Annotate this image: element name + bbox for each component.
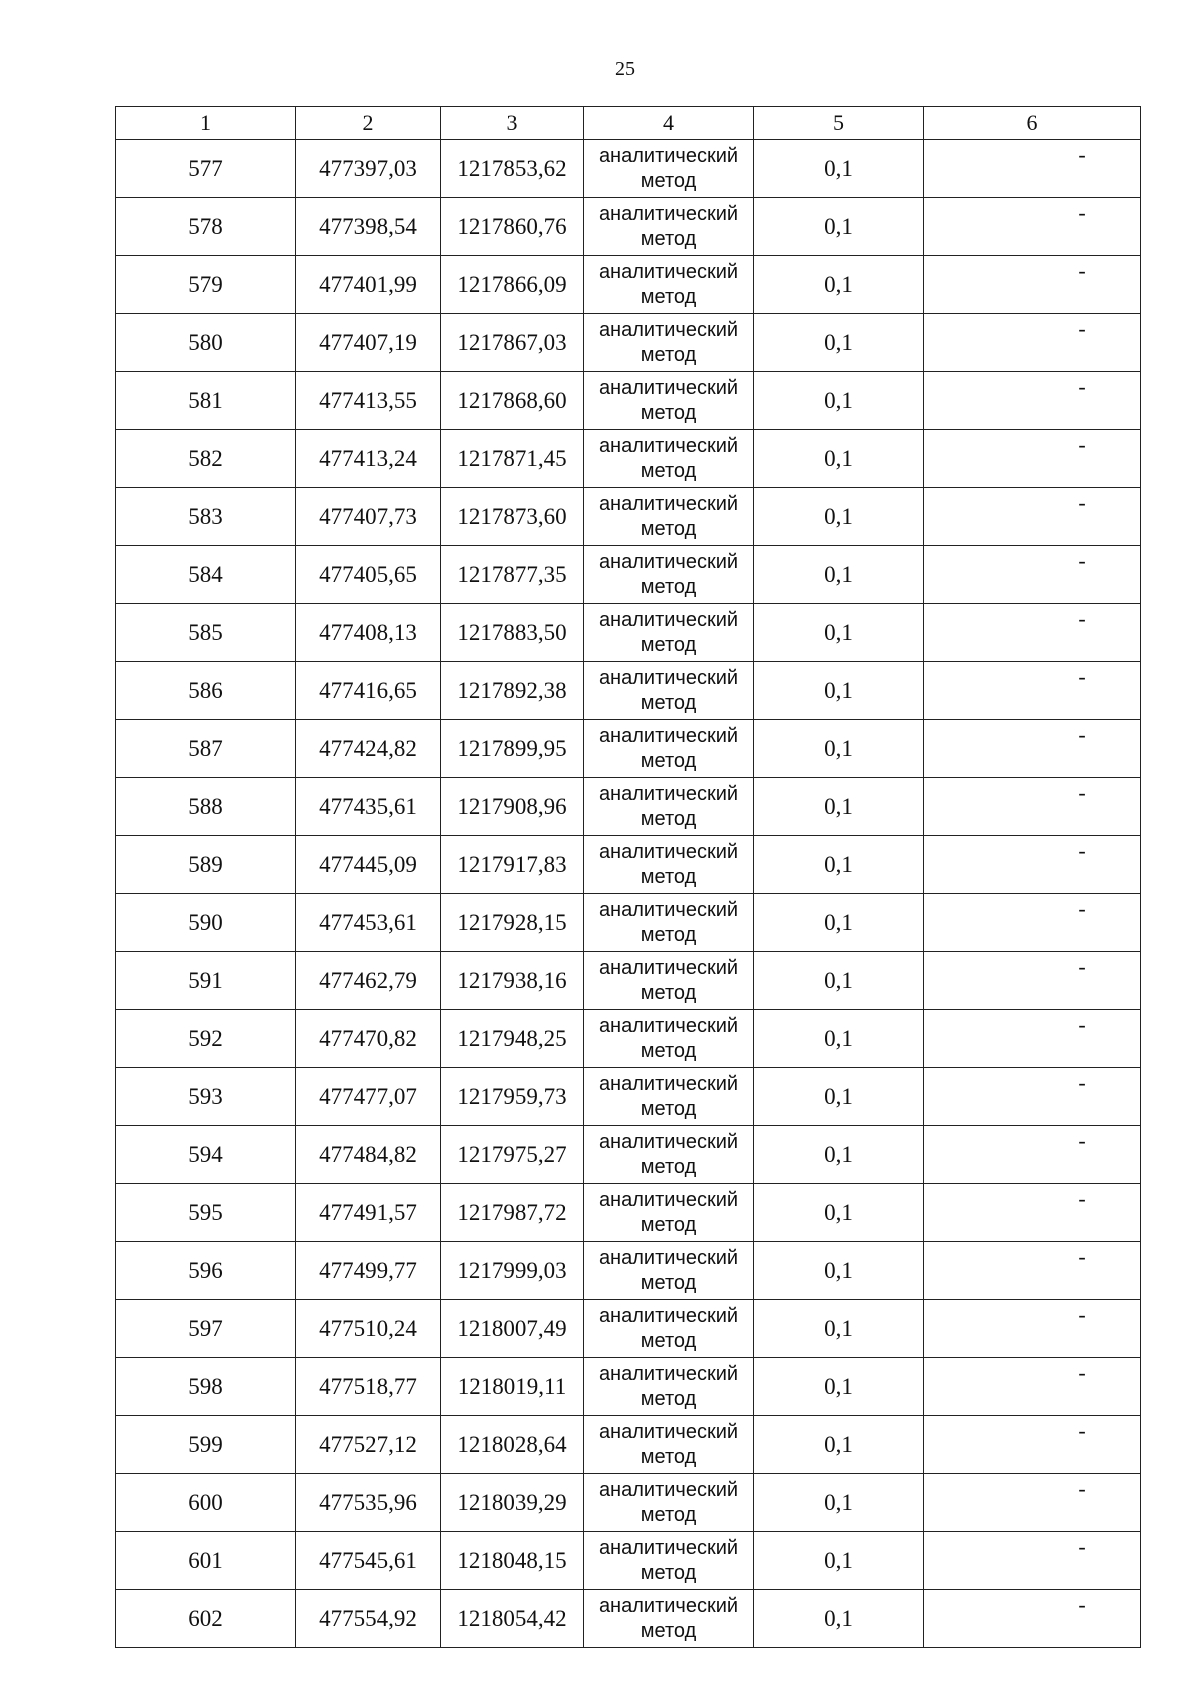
note-cell: - <box>924 1474 1141 1532</box>
x-coordinate-cell: 477435,61 <box>296 778 441 836</box>
note-cell: - <box>924 314 1141 372</box>
x-coordinate-cell: 477405,65 <box>296 546 441 604</box>
method-line-2: метод <box>640 1213 697 1236</box>
note-cell: - <box>924 546 1141 604</box>
column-header-4: 4 <box>584 107 754 140</box>
method-line-1: аналитический <box>598 782 739 805</box>
x-coordinate-cell: 477484,82 <box>296 1126 441 1184</box>
y-coordinate-cell: 1218028,64 <box>441 1416 584 1474</box>
y-coordinate-cell: 1217877,35 <box>441 546 584 604</box>
method-cell <box>584 1242 754 1300</box>
table-row <box>116 1474 1141 1532</box>
method-line-2: метод <box>640 1039 697 1062</box>
method-line-2: метод <box>640 1503 697 1526</box>
x-coordinate-cell: 477413,55 <box>296 372 441 430</box>
note-cell: - <box>924 662 1141 720</box>
table-row <box>116 1242 1141 1300</box>
method-line-2: метод <box>640 1445 697 1468</box>
note-cell: - <box>924 1532 1141 1590</box>
method-line-1: аналитический <box>598 1536 739 1559</box>
note-cell: - <box>924 894 1141 952</box>
method-line-1: аналитический <box>598 202 739 225</box>
y-coordinate-cell: 1217868,60 <box>441 372 584 430</box>
method-line-1: аналитический <box>598 1014 739 1037</box>
point-number-cell: 580 <box>116 314 296 372</box>
method-line-2: метод <box>640 1561 697 1584</box>
accuracy-cell: 0,1 <box>754 198 924 256</box>
note-cell: - <box>924 778 1141 836</box>
x-coordinate-cell: 477518,77 <box>296 1358 441 1416</box>
y-coordinate-cell: 1218007,49 <box>441 1300 584 1358</box>
table-row <box>116 1126 1141 1184</box>
method-line-2: метод <box>640 517 697 540</box>
y-coordinate-cell: 1217899,95 <box>441 720 584 778</box>
point-number-cell: 579 <box>116 256 296 314</box>
column-header-5: 5 <box>754 107 924 140</box>
method-line-1: аналитический <box>598 1594 739 1617</box>
table-row <box>116 720 1141 778</box>
y-coordinate-cell: 1217948,25 <box>441 1010 584 1068</box>
note-cell: - <box>924 488 1141 546</box>
point-number-cell: 586 <box>116 662 296 720</box>
x-coordinate-cell: 477470,82 <box>296 1010 441 1068</box>
method-line-1: аналитический <box>598 898 739 921</box>
point-number-cell: 578 <box>116 198 296 256</box>
note-cell: - <box>924 140 1141 198</box>
point-number-cell: 596 <box>116 1242 296 1300</box>
method-line-2: метод <box>640 1097 697 1120</box>
method-line-1: аналитический <box>598 1478 739 1501</box>
accuracy-cell: 0,1 <box>754 662 924 720</box>
point-number-cell: 599 <box>116 1416 296 1474</box>
method-cell <box>584 372 754 430</box>
table-row <box>116 1010 1141 1068</box>
table-row <box>116 1358 1141 1416</box>
point-number-cell: 585 <box>116 604 296 662</box>
table-row <box>116 256 1141 314</box>
note-cell: - <box>924 604 1141 662</box>
y-coordinate-cell: 1218048,15 <box>441 1532 584 1590</box>
column-header-3: 3 <box>441 107 584 140</box>
table-row <box>116 662 1141 720</box>
accuracy-cell: 0,1 <box>754 430 924 488</box>
method-cell <box>584 894 754 952</box>
x-coordinate-cell: 477491,57 <box>296 1184 441 1242</box>
note-cell: - <box>924 952 1141 1010</box>
point-number-cell: 589 <box>116 836 296 894</box>
method-line-1: аналитический <box>598 318 739 341</box>
note-cell: - <box>924 1416 1141 1474</box>
table-row <box>116 546 1141 604</box>
method-line-2: метод <box>640 575 697 598</box>
method-line-1: аналитический <box>598 434 739 457</box>
accuracy-cell: 0,1 <box>754 546 924 604</box>
method-line-1: аналитический <box>598 1362 739 1385</box>
method-cell <box>584 1126 754 1184</box>
table-row <box>116 778 1141 836</box>
point-number-cell: 577 <box>116 140 296 198</box>
y-coordinate-cell: 1217867,03 <box>441 314 584 372</box>
point-number-cell: 587 <box>116 720 296 778</box>
accuracy-cell: 0,1 <box>754 372 924 430</box>
method-line-1: аналитический <box>598 492 739 515</box>
accuracy-cell: 0,1 <box>754 1126 924 1184</box>
accuracy-cell: 0,1 <box>754 1068 924 1126</box>
x-coordinate-cell: 477453,61 <box>296 894 441 952</box>
accuracy-cell: 0,1 <box>754 1184 924 1242</box>
x-coordinate-cell: 477462,79 <box>296 952 441 1010</box>
point-number-cell: 593 <box>116 1068 296 1126</box>
accuracy-cell: 0,1 <box>754 836 924 894</box>
table-row <box>116 1416 1141 1474</box>
method-line-1: аналитический <box>598 144 739 167</box>
table-row <box>116 1532 1141 1590</box>
note-cell: - <box>924 1184 1141 1242</box>
x-coordinate-cell: 477554,92 <box>296 1590 441 1648</box>
point-number-cell: 582 <box>116 430 296 488</box>
y-coordinate-cell: 1217873,60 <box>441 488 584 546</box>
method-line-2: метод <box>640 981 697 1004</box>
method-cell <box>584 720 754 778</box>
table-row <box>116 372 1141 430</box>
point-number-cell: 592 <box>116 1010 296 1068</box>
accuracy-cell: 0,1 <box>754 894 924 952</box>
method-line-2: метод <box>640 401 697 424</box>
x-coordinate-cell: 477401,99 <box>296 256 441 314</box>
table-row <box>116 836 1141 894</box>
method-line-1: аналитический <box>598 1072 739 1095</box>
method-line-2: метод <box>640 1329 697 1352</box>
table-row <box>116 314 1141 372</box>
x-coordinate-cell: 477416,65 <box>296 662 441 720</box>
table-row <box>116 894 1141 952</box>
coordinates-table <box>115 106 1141 1648</box>
method-cell <box>584 1300 754 1358</box>
y-coordinate-cell: 1217999,03 <box>441 1242 584 1300</box>
method-line-2: метод <box>640 227 697 250</box>
accuracy-cell: 0,1 <box>754 256 924 314</box>
x-coordinate-cell: 477397,03 <box>296 140 441 198</box>
method-line-1: аналитический <box>598 1188 739 1211</box>
y-coordinate-cell: 1217987,72 <box>441 1184 584 1242</box>
point-number-cell: 591 <box>116 952 296 1010</box>
method-line-2: метод <box>640 1271 697 1294</box>
table-row <box>116 1184 1141 1242</box>
method-line-2: метод <box>640 1387 697 1410</box>
method-line-2: метод <box>640 865 697 888</box>
accuracy-cell: 0,1 <box>754 1358 924 1416</box>
accuracy-cell: 0,1 <box>754 720 924 778</box>
point-number-cell: 595 <box>116 1184 296 1242</box>
method-line-2: метод <box>640 807 697 830</box>
method-cell <box>584 198 754 256</box>
method-cell <box>584 1532 754 1590</box>
y-coordinate-cell: 1217908,96 <box>441 778 584 836</box>
x-coordinate-cell: 477413,24 <box>296 430 441 488</box>
method-line-1: аналитический <box>598 840 739 863</box>
method-line-1: аналитический <box>598 724 739 747</box>
note-cell: - <box>924 1300 1141 1358</box>
table-row <box>116 1590 1141 1648</box>
table-row <box>116 604 1141 662</box>
method-cell <box>584 1010 754 1068</box>
x-coordinate-cell: 477407,19 <box>296 314 441 372</box>
method-line-2: метод <box>640 749 697 772</box>
note-cell: - <box>924 720 1141 778</box>
x-coordinate-cell: 477477,07 <box>296 1068 441 1126</box>
y-coordinate-cell: 1218039,29 <box>441 1474 584 1532</box>
method-cell <box>584 1184 754 1242</box>
accuracy-cell: 0,1 <box>754 1532 924 1590</box>
point-number-cell: 583 <box>116 488 296 546</box>
note-cell: - <box>924 1358 1141 1416</box>
y-coordinate-cell: 1217938,16 <box>441 952 584 1010</box>
table-row <box>116 1068 1141 1126</box>
method-line-1: аналитический <box>598 1130 739 1153</box>
method-cell <box>584 256 754 314</box>
y-coordinate-cell: 1217975,27 <box>441 1126 584 1184</box>
method-line-2: метод <box>640 923 697 946</box>
method-line-2: метод <box>640 633 697 656</box>
point-number-cell: 588 <box>116 778 296 836</box>
table-header <box>116 107 1141 140</box>
method-cell <box>584 604 754 662</box>
y-coordinate-cell: 1217917,83 <box>441 836 584 894</box>
x-coordinate-cell: 477398,54 <box>296 198 441 256</box>
method-line-2: метод <box>640 1619 697 1642</box>
column-header-1: 1 <box>116 107 296 140</box>
point-number-cell: 594 <box>116 1126 296 1184</box>
table-row <box>116 488 1141 546</box>
y-coordinate-cell: 1217871,45 <box>441 430 584 488</box>
accuracy-cell: 0,1 <box>754 1010 924 1068</box>
table-row <box>116 140 1141 198</box>
page-number: 25 <box>615 58 635 80</box>
x-coordinate-cell: 477535,96 <box>296 1474 441 1532</box>
note-cell: - <box>924 256 1141 314</box>
y-coordinate-cell: 1217959,73 <box>441 1068 584 1126</box>
method-cell <box>584 546 754 604</box>
accuracy-cell: 0,1 <box>754 1590 924 1648</box>
note-cell: - <box>924 430 1141 488</box>
method-line-2: метод <box>640 1155 697 1178</box>
x-coordinate-cell: 477499,77 <box>296 1242 441 1300</box>
method-cell <box>584 1590 754 1648</box>
method-cell <box>584 952 754 1010</box>
method-line-1: аналитический <box>598 1246 739 1269</box>
method-cell <box>584 1358 754 1416</box>
method-cell <box>584 836 754 894</box>
method-line-1: аналитический <box>598 550 739 573</box>
table-row <box>116 430 1141 488</box>
column-header-2: 2 <box>296 107 441 140</box>
method-line-1: аналитический <box>598 608 739 631</box>
method-line-1: аналитический <box>598 666 739 689</box>
accuracy-cell: 0,1 <box>754 314 924 372</box>
table-row <box>116 198 1141 256</box>
accuracy-cell: 0,1 <box>754 1300 924 1358</box>
method-cell <box>584 778 754 836</box>
point-number-cell: 597 <box>116 1300 296 1358</box>
method-cell <box>584 488 754 546</box>
note-cell: - <box>924 836 1141 894</box>
method-line-2: метод <box>640 343 697 366</box>
accuracy-cell: 0,1 <box>754 140 924 198</box>
note-cell: - <box>924 1068 1141 1126</box>
method-line-1: аналитический <box>598 376 739 399</box>
y-coordinate-cell: 1217860,76 <box>441 198 584 256</box>
y-coordinate-cell: 1217866,09 <box>441 256 584 314</box>
accuracy-cell: 0,1 <box>754 778 924 836</box>
point-number-cell: 581 <box>116 372 296 430</box>
y-coordinate-cell: 1217892,38 <box>441 662 584 720</box>
x-coordinate-cell: 477510,24 <box>296 1300 441 1358</box>
note-cell: - <box>924 1242 1141 1300</box>
method-cell <box>584 1068 754 1126</box>
column-header-6: 6 <box>924 107 1141 140</box>
method-line-2: метод <box>640 285 697 308</box>
note-cell: - <box>924 1590 1141 1648</box>
accuracy-cell: 0,1 <box>754 488 924 546</box>
method-line-2: метод <box>640 459 697 482</box>
point-number-cell: 584 <box>116 546 296 604</box>
x-coordinate-cell: 477527,12 <box>296 1416 441 1474</box>
method-line-1: аналитический <box>598 1304 739 1327</box>
method-line-2: метод <box>640 691 697 714</box>
accuracy-cell: 0,1 <box>754 1416 924 1474</box>
method-cell <box>584 1474 754 1532</box>
y-coordinate-cell: 1217883,50 <box>441 604 584 662</box>
note-cell: - <box>924 1126 1141 1184</box>
table-row <box>116 952 1141 1010</box>
x-coordinate-cell: 477445,09 <box>296 836 441 894</box>
method-line-2: метод <box>640 169 697 192</box>
accuracy-cell: 0,1 <box>754 1242 924 1300</box>
method-line-1: аналитический <box>598 1420 739 1443</box>
method-cell <box>584 140 754 198</box>
header-row <box>116 107 1141 140</box>
y-coordinate-cell: 1218054,42 <box>441 1590 584 1648</box>
method-line-1: аналитический <box>598 260 739 283</box>
method-cell <box>584 314 754 372</box>
method-cell <box>584 662 754 720</box>
method-line-1: аналитический <box>598 956 739 979</box>
x-coordinate-cell: 477424,82 <box>296 720 441 778</box>
point-number-cell: 602 <box>116 1590 296 1648</box>
point-number-cell: 600 <box>116 1474 296 1532</box>
y-coordinate-cell: 1218019,11 <box>441 1358 584 1416</box>
point-number-cell: 598 <box>116 1358 296 1416</box>
y-coordinate-cell: 1217853,62 <box>441 140 584 198</box>
method-cell <box>584 1416 754 1474</box>
accuracy-cell: 0,1 <box>754 604 924 662</box>
x-coordinate-cell: 477407,73 <box>296 488 441 546</box>
y-coordinate-cell: 1217928,15 <box>441 894 584 952</box>
note-cell: - <box>924 372 1141 430</box>
point-number-cell: 601 <box>116 1532 296 1590</box>
table-row <box>116 1300 1141 1358</box>
accuracy-cell: 0,1 <box>754 1474 924 1532</box>
note-cell: - <box>924 198 1141 256</box>
accuracy-cell: 0,1 <box>754 952 924 1010</box>
method-cell <box>584 430 754 488</box>
table-body <box>116 140 1141 1648</box>
x-coordinate-cell: 477408,13 <box>296 604 441 662</box>
x-coordinate-cell: 477545,61 <box>296 1532 441 1590</box>
point-number-cell: 590 <box>116 894 296 952</box>
note-cell: - <box>924 1010 1141 1068</box>
